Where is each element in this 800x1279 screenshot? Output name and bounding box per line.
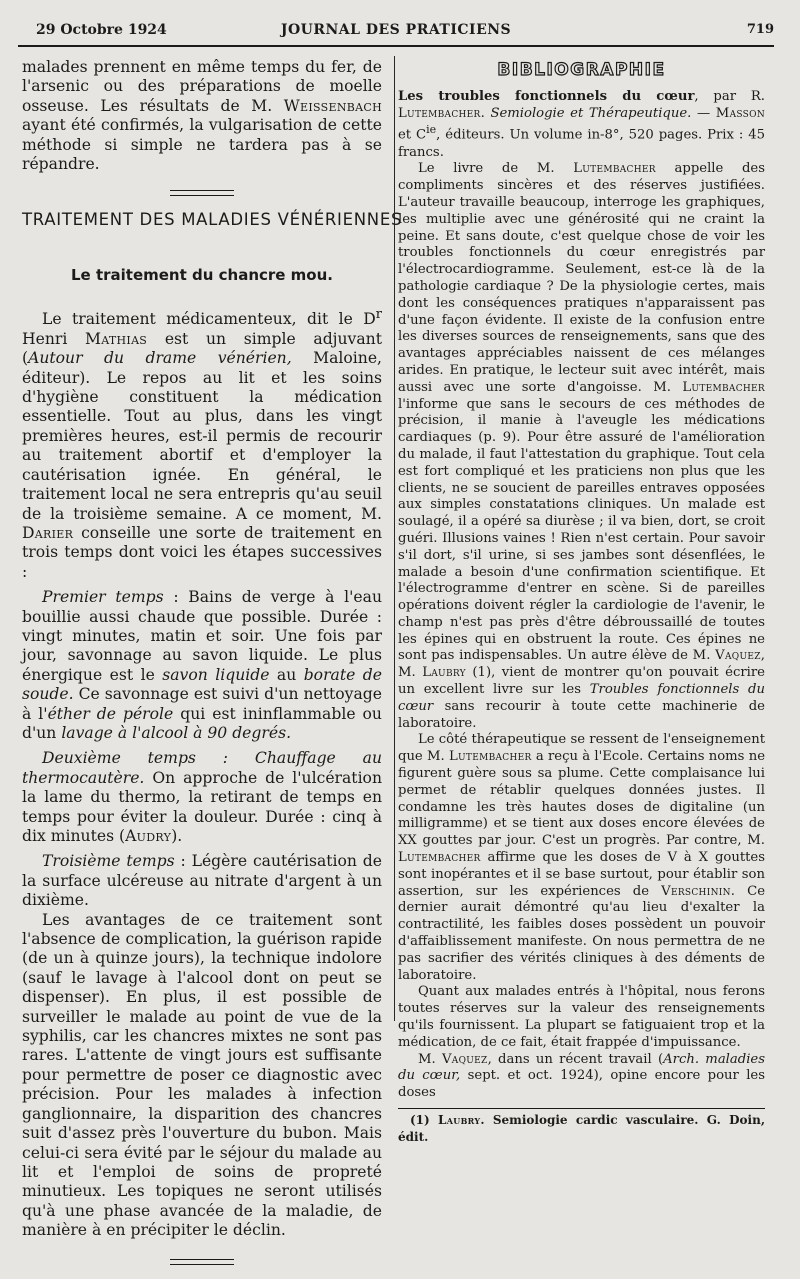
review-paragraph-4: M. Vaquez, dans un récent travail (Arch. maladies du cœur, sept. et oct. 1924), opine encore pour les doses — [398, 1051, 765, 1101]
paragraph-advantages: Les avantages de ce traitement sont l'absence de complication, la guérison rapide (de un à quinze jours), la technique indolore (sauf le lavage à l'alcool dont on peut se dispenser). En plus, il est possible de surveiller le malade au point de vue de la syphilis, car les chancres mixtes ne sont pas rares. L'attente de vingt jours est suffisante pour permettre de poser ce diagnostic avec précision. Pour les malades à infection ganglionnaire, la disparition des chancres suit d'assez près l'ouverture du bubon. Mais celui-ci sera évité par le séjour du malade au lit et l'emploi de soins de propreté minutieux. Les topiques ne seront utilisés qu'à une phase avancée de la maladie, de manière à en précipiter le déclin. — [22, 910, 382, 1240]
paragraph-third-stage: Troisième temps : Légère cautérisation de la surface ulcéreuse au nitrate d'argent à un dixième. — [22, 852, 383, 910]
end-divider — [170, 1259, 234, 1265]
issue-date: 29 Octobre 1924 — [36, 22, 167, 38]
book-reference: Les troubles fonctionnels du cœur, par R. Lutembacher. Semiologie et Thérapeutique. — Masson et $C^{ie}$, éditeurs. Un volume in-8°, 520 pages. Prix : 45 francs. — [398, 88, 766, 160]
footnote: (1) Laubry. Semiologie cardic vasculaire. G. Doin, édit. — [398, 1113, 765, 1144]
left-column — [22, 58, 403, 1279]
bibliography-title: BIBLIOGRAPHIE — [497, 60, 666, 80]
paragraph-second-stage: Deuxième temps : Chauffage au thermocautère. On approche de l'ulcération la lame du thermo, la retirant de temps en temps pour éviter la douleur. Durée : cinq à dix minutes (Audry). — [22, 749, 382, 845]
review-paragraph-3: Quant aux malades entrés à l'hôpital, nous ferons toutes réserves sur la valeur des renseignements qu'ils fournissent. La plupart se fatiguaient trop et la médication, de ce fait, était frappée d'impuissance. — [398, 984, 765, 1050]
right-column — [398, 58, 765, 1146]
paragraph-first-stage: Premier temps : Bains de verge à l'eau bouillie aussi chaude que possible. Durée : vingt minutes, matin et soir. Une fois par jour, savonnage au savon liquide. Le plus énergique est le savon liquide au borate de soude. Ce savonnage est suivi d'un nettoyage à l'éther de pérole qui est ininflammable ou d'un lavage à l'alcool à 90 degrés. — [22, 588, 383, 742]
footnote-rule — [398, 1108, 765, 1109]
journal-title: JOURNAL DES PRATICIENS — [280, 22, 512, 38]
review-paragraph-1: Le livre de M. Lutembacher appelle des compliments sincères et des réserves justifiées. L'auteur travaille beaucoup, interroge les graphiques, les multiplie avec une générosité qui ne craint la peine. Et sans doute, c'est quelque chose de voir les troubles fonctionnels du cœur enregistrés par l'électrocardiogramme. Seulement, est-ce là de la pathologie cardiaque ? De la physiologie certes, mais dont les conséquences pratiques n'apparaissent pas d'une façon évidente. Il existe de la confusion entre les diverses sources de renseignements, sans que des avantages appréciables naissent de ces mélanges arides. En pratique, le lecteur suit avec intérêt, mais aussi avec une sorte d'angoisse. M. Lutembacher l'informe que sans le secours de ces méthodes de précision, il manie à l'aveugle les médications cardiaques (p. 9). Pour être assuré de l'amélioration du malade, il faut l'attestation du graphique. Tout cela est fort compliqué et les praticiens non plus que les clients, ne se soucient de pareilles entraves opposées aux simples constatations cliniques. Un malade est soulagé, il a opéré sa diurèse ; il va bien, dort, se croit guéri. Illusions vaines ! Rien n'est certain. Pour savoir s'il dort, s'il urine, si ses jambes sont désenflées, le malade a besoin d'une confirmation scientifique. Et l'électrogramme d'entrer en scène. Si de pareilles opérations doivent régler la cardiologie de l'avenir, le champ n'est pas près d'être débroussaillé de toutes les épines qui en obstruent la route. Ces épines ne sont pas indispensables. Un autre élève de M. Vaquez, M. Laubry (1), vient de montrer qu'on pouvait écrire un excellent livre sur les Troubles fonctionnels du cœur sans recourir à toute cette machinerie de laboratoire. — [398, 161, 766, 731]
article-subtitle: Le traitement du chancre mou. — [70, 265, 333, 284]
section-title: TRAITEMENT DES MALADIES VÉNÉRIENNES — [22, 210, 403, 230]
header-rule — [18, 45, 774, 47]
left-paragraph-continued: malades prennent en même temps du fer, de l'arsenic ou des préparations de moelle osseuse. Les résultats de M. Weissenbach ayant été confirmés, la vulgarisation de cette méthode si simple ne tardera pas à se répandre. — [22, 58, 382, 174]
column-rule — [394, 56, 395, 1021]
paragraph-intro: Le traitement médicamenteux, dit le $D^r$ Henri Mathias est un simple adjuvant (Autour du drame vénérien, Maloine, éditeur). Le repos au lit et les soins d'hygiène constituent la médication essentielle. Tout au plus, dans les vingt premières heures, est-il permis de recourir au traitement abortif et d'employer la cautérisation ignée. En général, le traitement local ne sera entrepris qu'au seuil de la troisième semaine. A ce moment, M. Darier conseille une sorte de traitement en trois temps dont voici les étapes successives : — [22, 307, 382, 581]
page-header — [18, 20, 774, 44]
page-number: 719 — [746, 22, 774, 37]
section-divider — [170, 190, 234, 196]
review-paragraph-2: Le côté thérapeutique se ressent de l'enseignement que M. Lutembacher a reçu à l'Ecole. Certains noms ne figurent guère sous sa plume. Cette complaisance lui permet de rétablir quelques données justes. Il condamne les très hautes doses de digitaline (un milligramme) et se tient aux doses encore élevées de XX gouttes par jour. C'est un progrès. Par contre, M. Lutembacher affirme que les doses de V à X gouttes sont inopérantes et il se base surtout, pour établir son assertion, sur les expériences de Verschinin. Ce dernier aurait démontré qu'au lieu d'exalter la contractilité, les faibles doses possèdent un pouvoir d'affaiblissement manifeste. On nous permettra de ne pas sacrifier des vérités cliniques à des déments de laboratoire. — [398, 732, 765, 983]
